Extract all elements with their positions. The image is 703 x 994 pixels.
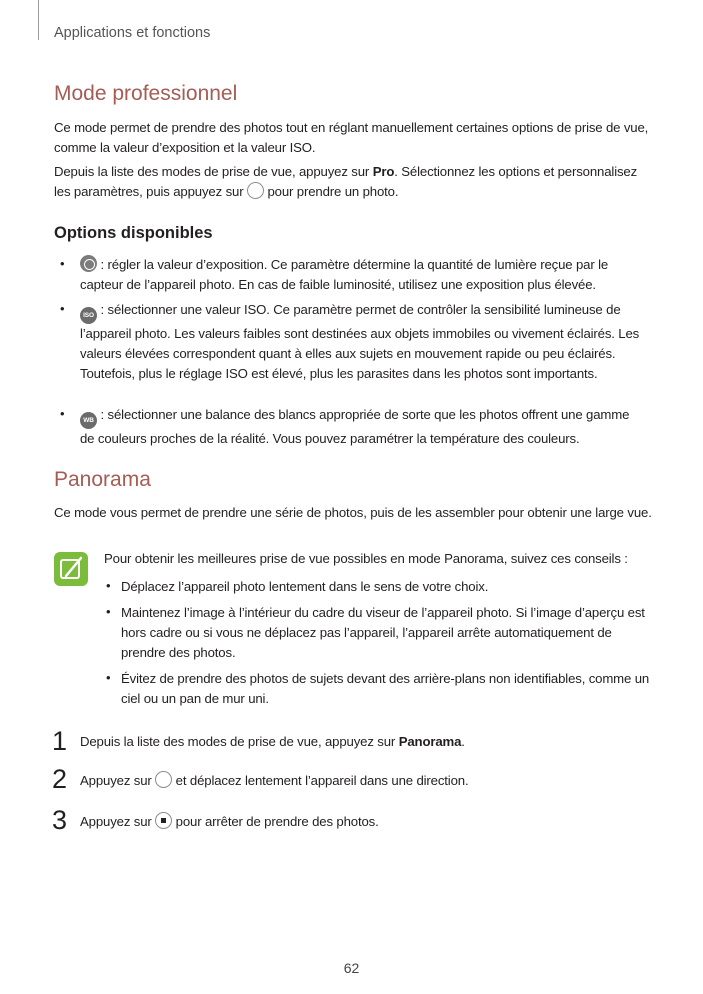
option-white-balance	[80, 405, 645, 449]
instruction-text-mid: . Sélectionnez les options et personnalisez les paramètres, puis appuyez sur	[54, 164, 638, 199]
bullet: •	[106, 604, 111, 619]
step-1-text	[80, 732, 650, 752]
note-icon	[54, 552, 88, 586]
step-text-post: pour arrêter de prendre des photos.	[172, 814, 379, 829]
bullet: •	[106, 578, 111, 593]
pro-mode-instruction	[54, 162, 654, 202]
option-iso	[80, 300, 645, 384]
stop-icon	[155, 812, 172, 829]
step-2-text	[80, 771, 650, 791]
pro-mode-intro: Ce mode permet de prendre des photos tout en réglant manuellement certaines options de prise de vue, comme la valeur d’exposition et la valeur ISO.	[54, 120, 649, 155]
tip-item: Maintenez l’image à l’intérieur du cadre du viseur de l’appareil photo. Si l’image d’aperçu est hors cadre ou si vous ne déplacez pas l’appareil, l’appareil arrête automatiquement de prendre des photos.	[121, 605, 645, 660]
tip-item: Évitez de prendre des photos de sujets devant des arrière-plans non identifiables, comme un ciel ou un pan de mur uni.	[121, 671, 650, 706]
shutter-icon	[247, 182, 264, 199]
step-text-post: et déplacez lentement l’appareil dans une direction.	[172, 773, 469, 788]
page-number: 62	[343, 960, 360, 976]
exposure-icon	[80, 255, 97, 272]
header-rule	[38, 0, 39, 40]
option-text: : sélectionner une balance des blancs appropriée de sorte que les photos offrent une gamme de couleurs proches de la réalité. Vous pouvez paramétrer la température des couleurs.	[80, 407, 630, 446]
bullet: •	[106, 670, 111, 685]
step-3-text	[80, 812, 650, 832]
panorama-intro: Ce mode vous permet de prendre une série de photos, puis de les assembler pour obtenir une large vue.	[54, 505, 652, 520]
option-exposure	[80, 255, 645, 295]
bullet: •	[60, 406, 65, 421]
step-number: 1	[52, 726, 68, 756]
step-text-pre: Appuyez sur	[80, 814, 156, 829]
step-text-post: .	[461, 734, 465, 749]
shutter-icon	[155, 771, 172, 788]
panorama-title: Panorama	[54, 468, 151, 491]
option-text: : sélectionner une valeur ISO. Ce paramètre permet de contrôler la sensibilité lumineuse de l’appareil photo. Les valeurs faibles sont destinées aux objets immobiles ou vivement éclairés. Les valeurs élevées correspondent quant à elles aux sujets en mouvement rapide ou peu éclairés. Toutefois, plus le réglage ISO est élevé, plus les parasites dans les photos sont importants.	[80, 302, 640, 381]
note-intro: Pour obtenir les meilleures prise de vue possibles en mode Panorama, suivez ces conseils :	[104, 551, 628, 566]
iso-icon: ISO	[80, 307, 97, 324]
step-text-pre: Appuyez sur	[80, 773, 156, 788]
step-number: 2	[52, 764, 68, 794]
instruction-text-post: pour prendre un photo.	[263, 184, 399, 199]
section-header: Applications et fonctions	[54, 25, 211, 41]
step-text-pre: Depuis la liste des modes de prise de vue, appuyez sur	[80, 734, 399, 749]
bullet: •	[60, 301, 65, 316]
tip-item: Déplacez l’appareil photo lentement dans le sens de votre choix.	[121, 579, 489, 594]
white-balance-icon: WB	[80, 412, 97, 429]
pro-mode-title: Mode professionnel	[54, 82, 238, 105]
step-number: 3	[52, 805, 68, 835]
options-title: Options disponibles	[54, 224, 213, 242]
pro-mode-label: Pro	[372, 164, 395, 179]
bullet: •	[60, 256, 65, 271]
option-text: : régler la valeur d’exposition. Ce paramètre détermine la quantité de lumière reçue par le capteur de l’appareil photo. En cas de faible luminosité, utilisez une exposition plus élevée.	[80, 257, 609, 292]
instruction-text-pre: Depuis la liste des modes de prise de vue, appuyez sur	[54, 164, 373, 179]
panorama-label: Panorama	[398, 734, 462, 749]
